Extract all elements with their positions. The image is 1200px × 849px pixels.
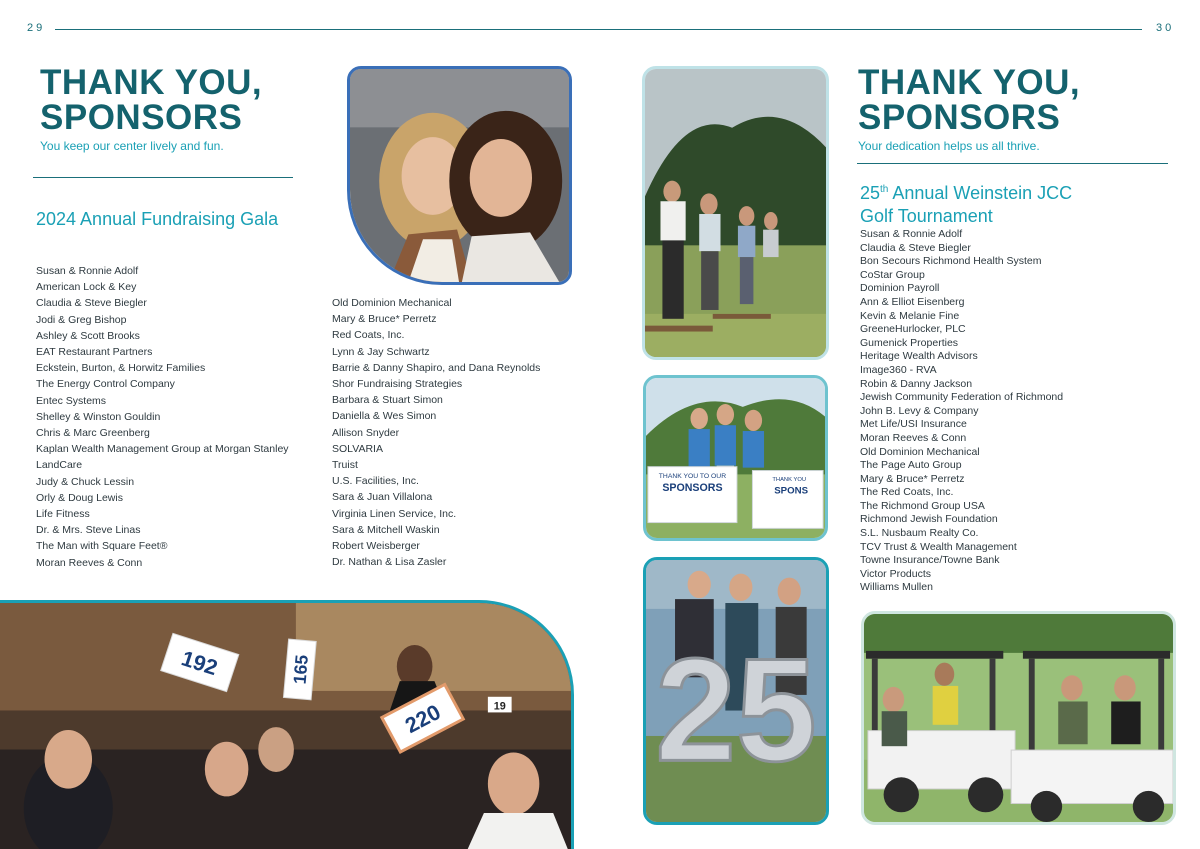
list-item: Red Coats, Inc. [332, 329, 405, 342]
golf-section-title: 25th Annual Weinstein JCC Golf Tournament [860, 183, 1073, 226]
page-number-left: 29 [27, 22, 46, 34]
banner-thank-you: THANK YOU TO OUR [658, 473, 727, 481]
list-item: Met Life/USI Insurance [860, 418, 967, 431]
list-item: Dominion Payroll [860, 282, 940, 295]
list-item: The Page Auto Group [860, 459, 962, 472]
list-item: The Man with Square Feet® [36, 540, 168, 553]
list-item: Shor Fundraising Strategies [332, 378, 463, 391]
list-item: Allison Snyder [332, 426, 400, 439]
list-item: Life Fitness [36, 508, 90, 521]
gala-photo-auction [0, 600, 574, 849]
list-item: Moran Reeves & Conn [860, 431, 967, 444]
right-subhead: Your dedication helps us all thrive. [858, 139, 1040, 153]
left-heading-line2: SPONSORS [40, 98, 243, 137]
paddle-192: 192 [178, 645, 221, 681]
list-item: Kevin & Melanie Fine [860, 309, 960, 322]
list-item: Truist [332, 459, 358, 472]
list-item: Victor Products [860, 567, 932, 580]
list-item: Heritage Wealth Advisors [860, 350, 978, 363]
list-item: Entec Systems [36, 394, 107, 407]
left-heading [40, 65, 262, 135]
list-item: GreeneHurlocker, PLC [860, 323, 966, 336]
right-heading-line2: SPONSORS [858, 98, 1061, 137]
left-subhead: You keep our center lively and fun. [40, 139, 224, 153]
list-item: Old Dominion Mechanical [332, 297, 452, 309]
table-number: 19 [493, 700, 506, 713]
list-item: Jodi & Greg Bishop [36, 313, 127, 326]
list-item: LandCare [36, 459, 83, 472]
list-item: Sara & Juan Villalona [332, 491, 433, 504]
paddle-165: 165 [289, 654, 313, 685]
gala-photo-two-women [347, 66, 572, 285]
list-item: Claudia & Steve Biegler [860, 241, 971, 254]
list-item: Image360 - RVA [860, 363, 937, 376]
list-item: American Lock & Key [36, 281, 137, 294]
list-item: The Energy Control Company [36, 378, 175, 391]
list-item: Ashley & Scott Brooks [36, 329, 140, 342]
list-item: Susan & Ronnie Adolf [860, 228, 963, 240]
banner2-sponsors: SPONS [774, 485, 809, 497]
banner2-thank-you: THANK YOU [772, 477, 807, 484]
list-item: Claudia & Steve Biegler [36, 297, 147, 310]
list-item: Dr. & Mrs. Steve Linas [36, 524, 141, 537]
right-heading [858, 65, 1080, 135]
list-item: Eckstein, Burton, & Horwitz Families [36, 362, 206, 375]
list-item: Lynn & Jay Schwartz [332, 345, 430, 358]
list-item: EAT Restaurant Partners [36, 346, 153, 359]
list-item: U.S. Facilities, Inc. [332, 475, 419, 488]
list-item: Jewish Community Federation of Richmond [860, 391, 1064, 404]
list-item: Dr. Nathan & Lisa Zasler [332, 556, 447, 569]
list-item: The Red Coats, Inc. [860, 486, 954, 499]
list-item: Barbara & Stuart Simon [332, 394, 443, 407]
list-item: Gumenick Properties [860, 336, 959, 349]
list-item: Mary & Bruce* Perretz [332, 313, 437, 326]
list-item: Richmond Jewish Foundation [860, 513, 998, 526]
top-rule [55, 29, 1142, 30]
list-item: Mary & Bruce* Perretz [860, 472, 965, 485]
list-item: Ann & Elliot Eisenberg [860, 295, 965, 308]
golf-photo-putting [642, 66, 829, 360]
list-item: John B. Levy & Company [860, 404, 979, 417]
golf-sponsors-list [860, 228, 1063, 595]
list-item: Robin & Danny Jackson [860, 377, 973, 390]
list-item: Barrie & Danny Shapiro, and Dana Reynolds [332, 361, 541, 374]
golf-photo-carts [861, 611, 1176, 825]
list-item: CoStar Group [860, 268, 925, 281]
list-item: Sara & Mitchell Waskin [332, 523, 440, 536]
golf-photo-25-balloons [643, 557, 829, 825]
list-item: Susan & Ronnie Adolf [36, 265, 139, 277]
list-item: Robert Weisberger [332, 540, 420, 553]
right-heading-line1: THANK YOU, [858, 63, 1081, 102]
left-heading-line1: THANK YOU, [40, 63, 263, 102]
list-item: Daniella & Wes Simon [332, 410, 437, 423]
banner-sponsors: SPONSORS [662, 481, 723, 494]
page-number-right: 30 [1156, 22, 1175, 34]
list-item: Towne Insurance/Towne Bank [860, 554, 1000, 567]
list-item: Kaplan Wealth Management Group at Morgan Stanley [36, 443, 289, 456]
list-item: S.L. Nusbaum Realty Co. [860, 527, 979, 540]
list-item: Williams Mullen [860, 581, 933, 594]
list-item: Old Dominion Mechanical [860, 445, 980, 458]
list-item: SOLVARIA [332, 442, 383, 455]
gala-section-title: 2024 Annual Fundraising Gala [36, 209, 279, 229]
golf-photo-three-women [643, 375, 828, 541]
gala-sponsors-col1 [36, 263, 289, 571]
list-item: Judy & Chuck Lessin [36, 475, 135, 488]
right-section-rule [857, 163, 1168, 164]
list-item: Orly & Doug Lewis [36, 491, 123, 504]
left-section-rule [33, 177, 293, 178]
list-item: Moran Reeves & Conn [36, 556, 143, 569]
list-item: Virginia Linen Service, Inc. [332, 507, 457, 520]
list-item: Chris & Marc Greenberg [36, 427, 150, 440]
list-item: TCV Trust & Wealth Management [860, 540, 1017, 553]
paddle-220: 220 [400, 699, 445, 738]
balloon-number: 25 [655, 627, 817, 792]
list-item: The Richmond Group USA [860, 499, 985, 512]
list-item: Shelley & Winston Gouldin [36, 410, 161, 423]
gala-sponsors-col2 [332, 295, 540, 570]
list-item: Bon Secours Richmond Health System [860, 255, 1042, 268]
